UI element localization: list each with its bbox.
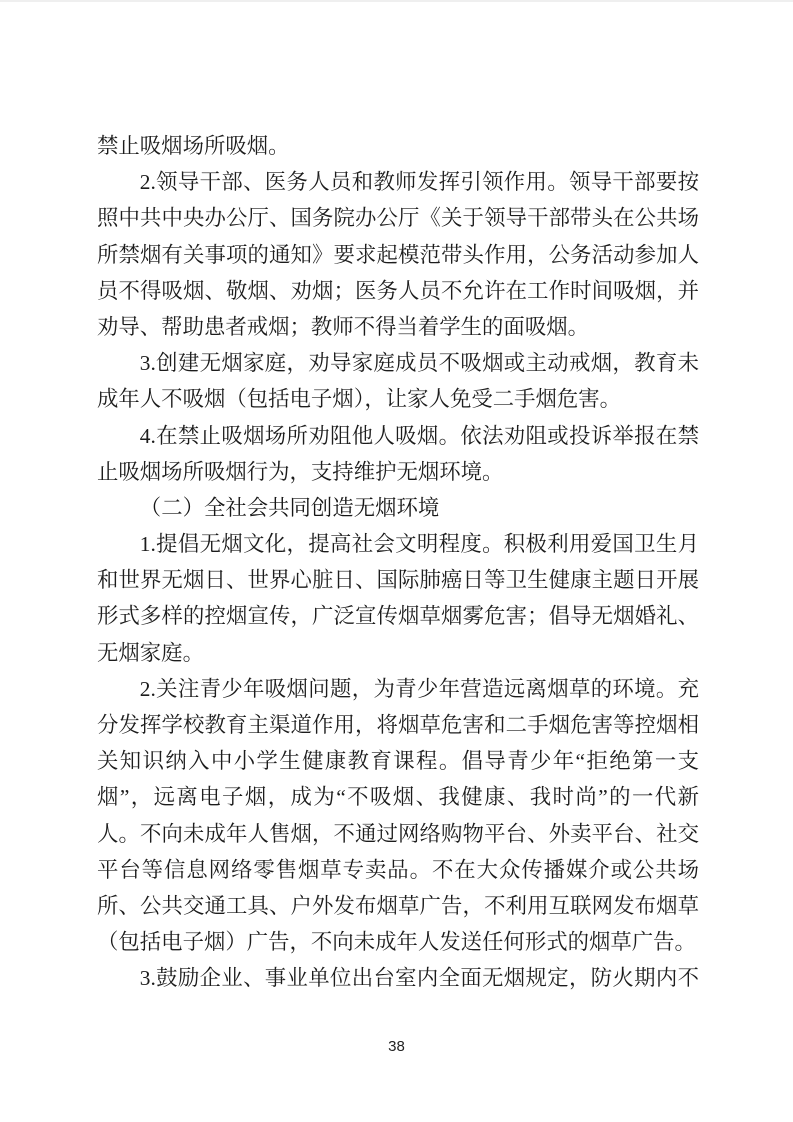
text-line: 烟”，远离电子烟，成为“不吸烟、我健康、我时尚”的一代新 <box>97 785 699 810</box>
text-line: 1.提倡无烟文化，提高社会文明程度。积极利用爱国卫生月 <box>139 532 699 557</box>
text-line: 禁止吸烟场所吸烟。 <box>97 134 290 158</box>
scan-edge-artifact <box>0 0 793 2</box>
text-line: 照中共中央办公厅、国务院办公厅《关于领导干部带头在公共场 <box>97 206 699 231</box>
text-line: 员不得吸烟、敬烟、劝烟；医务人员不允许在工作时间吸烟，并 <box>97 278 699 303</box>
text-line: 形式多样的控烟宣传，广泛宣传烟草烟雾危害；倡导无烟婚礼、 <box>97 604 699 629</box>
text-line: 和世界无烟日、世界心脏日、国际肺癌日等卫生健康主题日开展 <box>97 568 699 593</box>
paragraph <box>97 418 699 490</box>
text-line: 4.在禁止吸烟场所劝阻他人吸烟。依法劝阻或投诉举报在禁 <box>139 423 699 448</box>
paragraph <box>97 345 699 417</box>
paragraph <box>97 960 699 996</box>
paragraph <box>97 164 699 345</box>
text-line: 无烟家庭。 <box>97 640 204 665</box>
text-line: 2.关注青少年吸烟问题，为青少年营造远离烟草的环境。充 <box>139 676 699 701</box>
text-line: 分发挥学校教育主渠道作用，将烟草危害和二手烟危害等控烟相 <box>97 713 699 737</box>
text-line: 成年人不吸烟（包括电子烟），让家人免受二手烟危害。 <box>97 387 622 412</box>
document-body <box>97 128 699 997</box>
text-line: 止吸烟场所吸烟行为，支持维护无烟环境。 <box>97 459 504 484</box>
text-line: 平台等信息网络零售烟草专卖品。不在大众传播媒介或公共场 <box>97 857 699 882</box>
text-line: 人。不向未成年人售烟，不通过网络购物平台、外卖平台、社交 <box>97 821 699 846</box>
text-line: 3.创建无烟家庭，劝导家庭成员不吸烟或主动戒烟，教育未 <box>139 351 699 376</box>
paragraph <box>97 128 699 164</box>
section-heading-text: （二）全社会共同创造无烟环境 <box>139 495 440 520</box>
paragraph <box>97 671 699 961</box>
text-line: 2.领导干部、医务人员和教师发挥引领作用。领导干部要按 <box>139 170 699 195</box>
page-number: 38 <box>388 1038 405 1055</box>
text-line: 3.鼓励企业、事业单位出台室内全面无烟规定，防火期内不 <box>139 966 699 991</box>
text-line: 所、公共交通工具、户外发布烟草广告，不利用互联网发布烟草 <box>97 893 699 918</box>
text-line: 所禁烟有关事项的通知》要求起模范带头作用，公务活动参加人 <box>97 242 699 267</box>
section-heading <box>97 490 699 526</box>
text-line: 关知识纳入中小学生健康教育课程。倡导青少年“拒绝第一支 <box>97 749 699 774</box>
paragraph <box>97 526 699 671</box>
text-line: 劝导、帮助患者戒烟；教师不得当着学生的面吸烟。 <box>97 314 589 339</box>
text-line: （包括电子烟）广告，不向未成年人发送任何形式的烟草广告。 <box>97 930 696 955</box>
